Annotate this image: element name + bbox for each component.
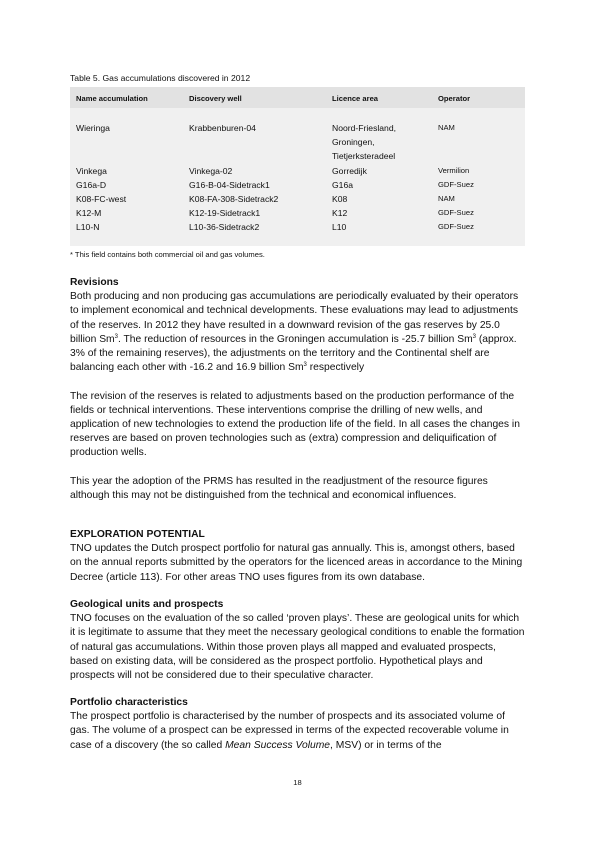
exploration-section [70,528,525,585]
table-cell-licence: K12 [332,208,348,218]
table-cell-name: Wieringa [76,123,110,133]
table-cell-licence: L10 [332,222,347,232]
paragraph: TNO updates the Dutch prospect portfolio for natural gas annually. This is, amongst others, based on the annual reports submitted by the operators for the licenced areas in accordance to the Mining Decree (article 113). For other areas TNO uses figures from its own database. [70,543,523,583]
table-cell-operator: GDF-Suez [438,180,474,189]
text-run: . The reduction of resources in the Groningen accumulation is -25.7 billion Sm [117,333,473,345]
table-cell-well: Vinkega-02 [189,166,233,176]
paragraph [70,290,525,375]
header-discovery-well: Discovery well [189,94,242,103]
section-heading: Revisions [70,277,119,288]
licence-line: Tietjerksteradeel [332,151,396,161]
superscript: 3 [303,362,307,369]
table-header-row [70,87,525,108]
table-body [70,108,525,246]
table-caption: Table 5. Gas accumulations discovered in 2012 [70,73,251,83]
header-licence-area: Licence area [332,94,379,103]
paragraph: This year the adoption of the PRMS has resulted in the readjustment of the resource figures although this may not be distinguished from the technical and economical influences. [70,475,488,502]
geological-section [70,598,525,683]
table-cell-name: Vinkega [76,166,107,176]
table-cell-name: G16a-D [76,180,107,190]
table-cell-name: L10-N [76,222,100,232]
table-cell-name: K12-M [76,208,102,218]
text-run: Both producing and non producing gas accumulations are periodically evaluated by their operators to implement economical and technical developments. These evaluations may lead to adjustments of the reserves. In 2012 they have resulted in a downward revision of the gas reserves by 25.0 billion Sm [70,291,519,345]
text-run: respectively [306,362,365,374]
header-name-accumulation: Name accumulation [76,94,148,103]
header-operator: Operator [438,94,471,103]
superscript: 3 [114,333,118,340]
section-heading: Geological units and prospects [70,599,224,610]
portfolio-section [70,696,525,753]
table-cell-operator: Vermilion [438,166,470,175]
table-cell-operator: NAM [438,123,455,132]
text-run: , MSV) or in terms of the [330,739,442,751]
page-number: 18 [293,778,302,787]
table-cell-well: L10-36-Sidetrack2 [189,222,260,232]
paragraph: TNO focuses on the evaluation of the so called ‘proven plays’. These are geological units for which it is legitimate to assume that they meet the necessary geological conditions to enable the formation of natural gas accumulations. Within those proven plays all mapped and evaluated prospects, based on existing data, will be considered as the prospect portfolio. Hypothetical plays and prospects will not be considered due to their speculative character. [70,613,525,682]
table-cell-well: K12-19-Sidetrack1 [189,208,261,218]
table-cell-name: K08-FC-west [76,194,127,204]
text-run: (approx. 3% of the remaining reserves), the adjustments on the territory and the Continental shelf are balancing each other with -16.2 and 16.9 billion Sm [70,333,517,374]
table-cell-licence: G16a [332,180,354,190]
text-run: The prospect portfolio is characterised by the number of prospects and its associated volume of gas. The volume of a prospect can be expressed in terms of the expected recoverable volume in case of a discovery (the so called [70,711,509,751]
paragraph [70,710,525,753]
table-footnote: * This field contains both commercial oil and gas volumes. [70,250,265,259]
table-cell-operator: NAM [438,194,455,203]
licence-line: Noord-Friesland, [332,123,396,133]
table-cell-operator: GDF-Suez [438,222,474,231]
section-heading: EXPLORATION POTENTIAL [70,529,205,540]
paragraph: The revision of the reserves is related to adjustments based on the production performance of the fields or technical interventions. These interventions comprise the drilling of new wells, and application of new technologies to extend the production life of the field. In all cases the changes in reserves are based on proven technologies such as (extra) compression and deliquification of production wells. [70,390,520,459]
italic-term: Mean Success Volume [225,739,331,751]
table-cell-licence: K08 [332,194,348,204]
section-heading: Portfolio characteristics [70,697,188,708]
gas-accumulations-table [70,87,525,246]
table-cell-well: Krabbenburen-04 [189,123,256,133]
licence-line: Groningen, [332,137,375,147]
table-cell-licence [332,121,396,163]
table-cell-well: K08-FA-308-Sidetrack2 [189,194,279,204]
table-cell-well: G16-B-04-Sidetrack1 [189,180,270,190]
superscript: 3 [472,333,476,340]
revisions-section [70,276,525,503]
table-cell-operator: GDF-Suez [438,208,474,217]
table-cell-licence: Gorredijk [332,166,367,176]
